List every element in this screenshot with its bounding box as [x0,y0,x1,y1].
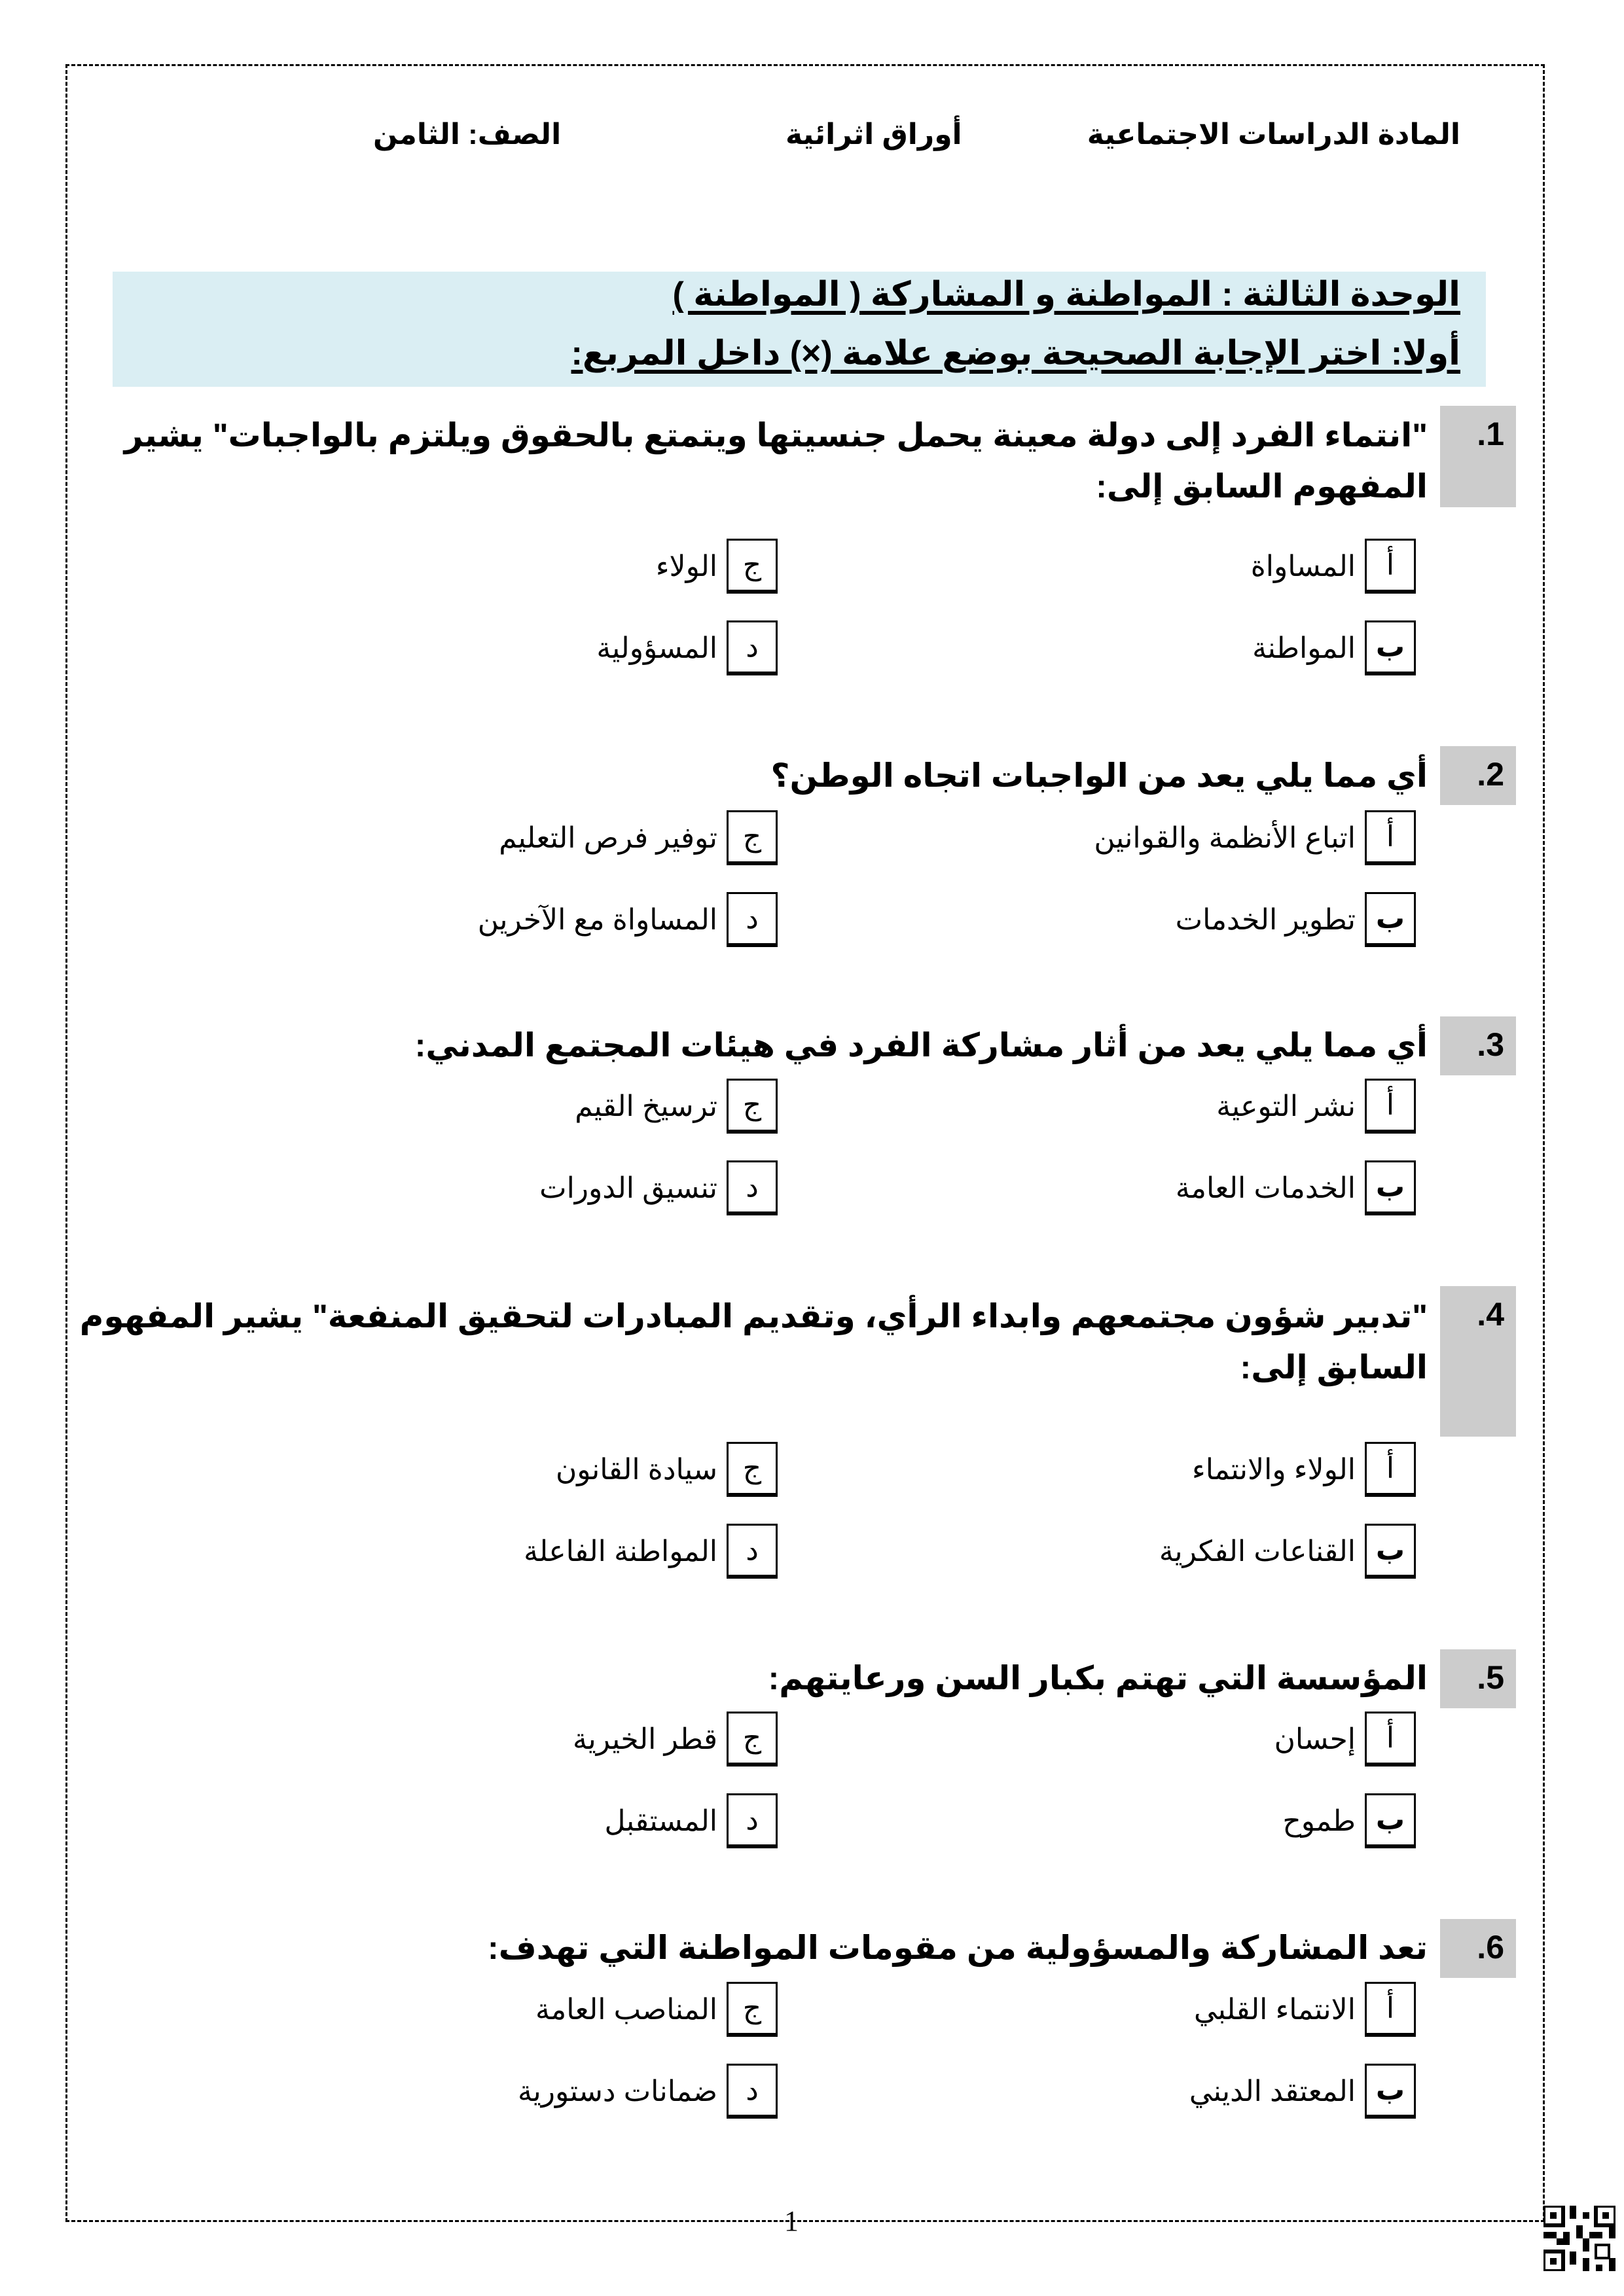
option-b[interactable] [1176,890,1416,949]
answer-checkbox[interactable]: د [727,892,778,947]
answer-checkbox[interactable]: ج [727,810,778,865]
option-text: الانتماء القلبي [1193,1993,1356,2026]
question-number-box [1440,1016,1516,1075]
answer-checkbox[interactable]: ج [727,1982,778,2037]
question-text: المؤسسة التي تهتم بكبار السن ورعايتهم: [768,1660,1428,1696]
option-b[interactable] [1252,619,1416,677]
question-text: تعد المشاركة والمسؤولية من مقومات المواطنة التي تهدف: [488,1929,1428,1966]
option-a[interactable] [1216,1077,1416,1136]
option-b[interactable] [1176,1158,1416,1217]
option-c[interactable] [535,1980,778,2039]
answer-checkbox[interactable]: ب [1365,2064,1416,2119]
option-a[interactable] [1251,537,1416,596]
option-d[interactable] [518,2062,778,2121]
question-number-box [1440,406,1516,507]
option-text: إحسان [1274,1723,1356,1755]
option-a[interactable] [1194,1980,1416,2039]
question-text: "تدبير شؤون مجتمعهم وابداء الرأي، وتقديم المبادرات لتحقيق المنفعة" يشير المفهوم السابق إلى: [79,1298,1428,1386]
option-b[interactable] [1282,1791,1416,1850]
grade-label: الصف: الثامن [373,118,562,151]
answer-checkbox[interactable]: ب [1365,1160,1416,1215]
qr-code-icon [1543,2206,1615,2271]
answer-checkbox[interactable]: ب [1365,620,1416,675]
instruction-text: أولا: اختر الإجابة الصحيحة بوضع علامة (×) داخل المربع: [571,334,1460,372]
option-d[interactable] [596,619,778,677]
question-text: أي مما يلي يعد من الواجبات اتجاه الوطن؟ [770,757,1428,794]
option-c[interactable] [556,1440,778,1499]
option-text: ضمانات دستورية [517,2075,717,2108]
worksheet-title: أوراق اثرائية [785,118,962,151]
option-c[interactable] [656,537,778,596]
question-number: .2 [1477,756,1504,793]
question-number: .1 [1477,416,1504,452]
option-text: الولاء والانتماء [1192,1453,1356,1486]
subject-label: المادة الدراسات الاجتماعية [1087,118,1460,151]
answer-checkbox[interactable]: أ [1365,1442,1416,1497]
page-border [65,64,1545,2222]
answer-checkbox[interactable]: ج [727,1079,778,1134]
option-d[interactable] [478,890,778,949]
question-text: "انتماء الفرد إلى دولة معينة يحمل جنسيتها ويتمتع بالحقوق ويلتزم بالواجبات" يشير المفهوم السابق إلى: [124,417,1428,505]
question-number-box [1440,1649,1516,1708]
option-a[interactable] [1094,808,1416,867]
question-number-box [1440,746,1516,805]
question-text: أي مما يلي يعد من أثار مشاركة الفرد في هيئات المجتمع المدني: [414,1027,1428,1064]
option-a[interactable] [1274,1710,1416,1768]
option-text: طموح [1282,1804,1356,1837]
question-number-box [1440,1286,1516,1437]
question-number-box [1440,1919,1516,1978]
option-text: المناصب العامة [535,1993,717,2026]
option-text: المواطنة [1252,632,1356,664]
answer-checkbox[interactable]: ج [727,1442,778,1497]
answer-checkbox[interactable]: ب [1365,1524,1416,1579]
option-b[interactable] [1189,2062,1416,2121]
question-number: .3 [1477,1026,1504,1063]
option-text: تنسيق الدورات [539,1172,717,1204]
option-text: نشر التوعية [1216,1090,1356,1122]
answer-checkbox[interactable]: ب [1365,892,1416,947]
answer-checkbox[interactable]: أ [1365,1982,1416,2037]
answer-checkbox[interactable]: ج [727,539,778,594]
option-d[interactable] [605,1791,778,1850]
option-text: المواطنة الفاعلة [524,1535,717,1568]
unit-title: الوحدة الثالثة : المواطنة و المشاركة ( المواطنة ) [672,276,1460,314]
option-text: ترسيخ القيم [575,1090,717,1122]
answer-checkbox[interactable]: د [727,1793,778,1848]
option-d[interactable] [539,1158,778,1217]
answer-checkbox[interactable]: د [727,2064,778,2119]
answer-checkbox[interactable]: ب [1365,1793,1416,1848]
option-c[interactable] [499,808,778,867]
option-b[interactable] [1159,1522,1416,1581]
answer-checkbox[interactable]: أ [1365,539,1416,594]
option-text: المسؤولية [596,632,717,664]
answer-checkbox[interactable]: د [727,1160,778,1215]
answer-checkbox[interactable]: د [727,620,778,675]
option-d[interactable] [524,1522,778,1581]
option-text: المستقبل [604,1804,717,1837]
answer-checkbox[interactable]: د [727,1524,778,1579]
option-text: توفير فرص التعليم [499,821,717,854]
option-text: المساواة [1250,550,1356,583]
option-text: سيادة القانون [555,1453,717,1486]
option-a[interactable] [1192,1440,1416,1499]
option-text: المساواة مع الآخرين [477,903,717,936]
option-c[interactable] [573,1710,778,1768]
question-number: .4 [1477,1296,1504,1333]
option-text: تطوير الخدمات [1175,903,1356,936]
option-text: اتباع الأنظمة والقوانين [1094,821,1356,854]
answer-checkbox[interactable]: ج [727,1712,778,1767]
option-text: القناعات الفكرية [1159,1535,1356,1568]
answer-checkbox[interactable]: أ [1365,1712,1416,1767]
option-text: قطر الخيرية [572,1723,717,1755]
option-c[interactable] [575,1077,778,1136]
answer-checkbox[interactable]: أ [1365,810,1416,865]
page-number: 1 [784,2205,799,2237]
question-number: .6 [1477,1929,1504,1965]
answer-checkbox[interactable]: أ [1365,1079,1416,1134]
option-text: المعتقد الديني [1189,2075,1356,2108]
question-number: .5 [1477,1659,1504,1696]
option-text: الولاء [655,550,717,583]
option-text: الخدمات العامة [1175,1172,1356,1204]
